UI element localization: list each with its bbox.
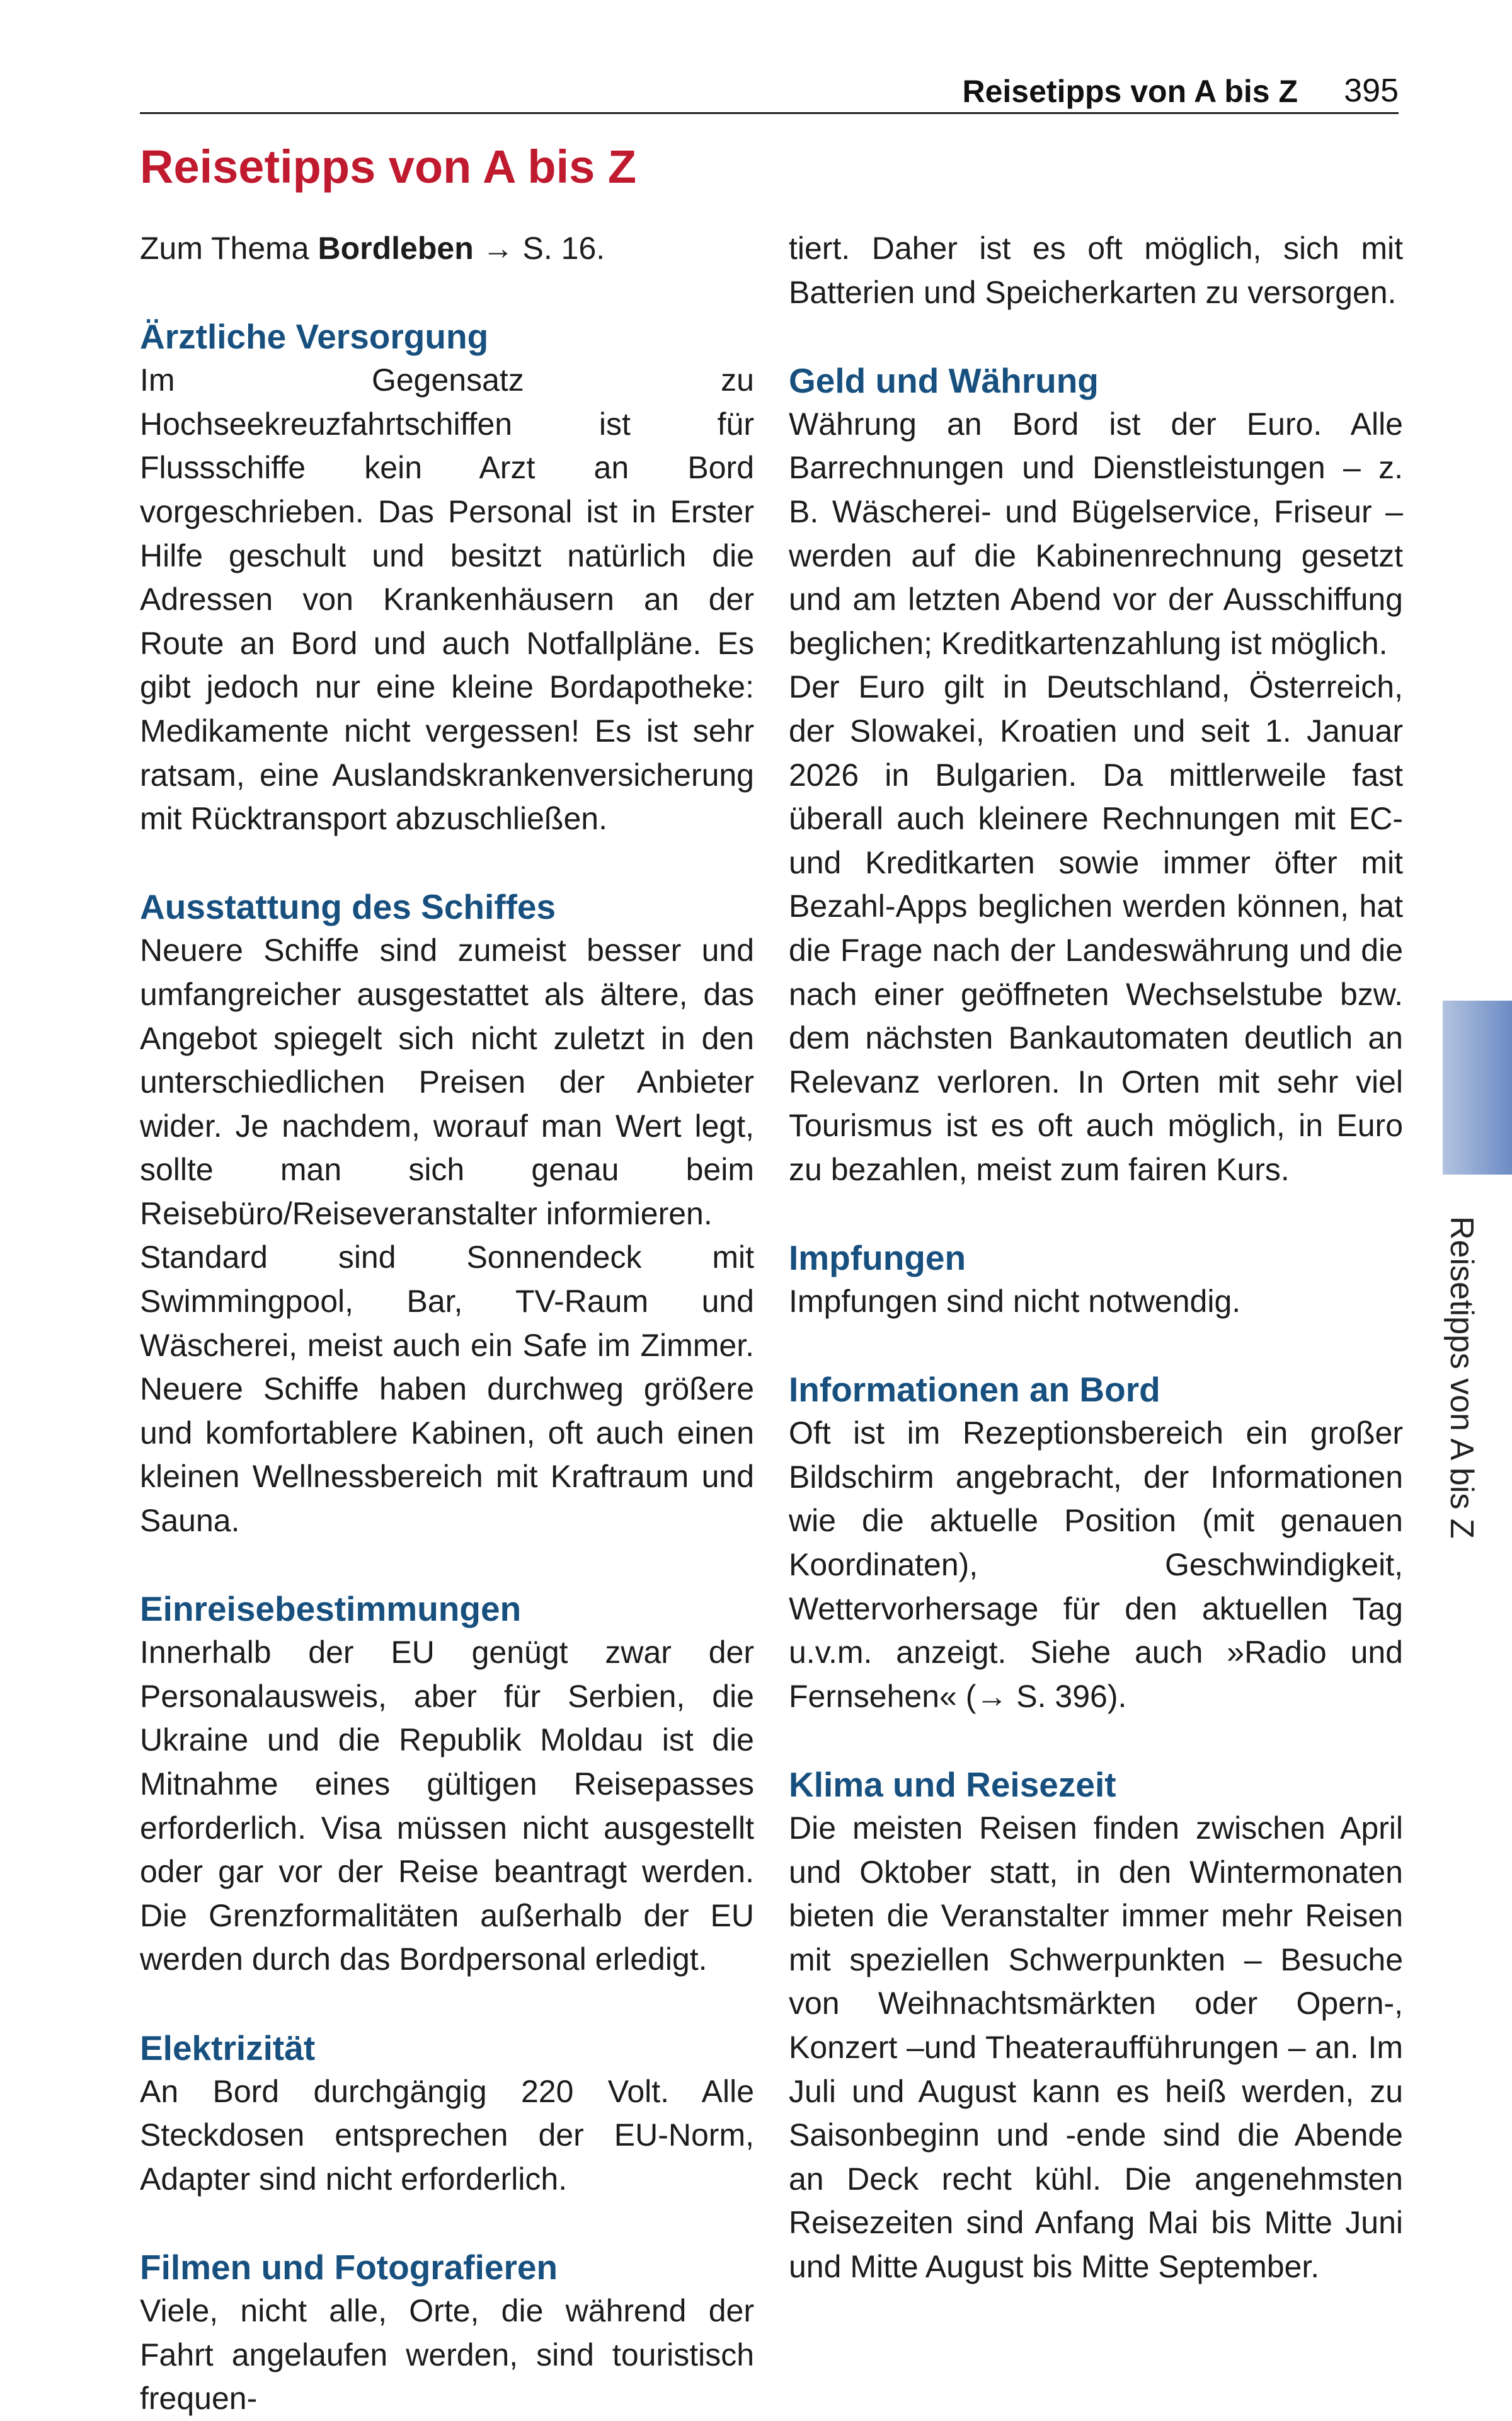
page-number: 395 [1344,72,1399,109]
section-heading: Informationen an Bord [789,1370,1160,1410]
left-column [140,227,754,2421]
right-column [789,227,1403,2289]
section-text: Oft ist im Rezeptionsbereich ein großer Bildschirm angebracht, der Informationen wie die aktuelle Position (mit genauen Koordinaten), Geschwindigkeit, Wettervorhersage für den aktuellen Tag u.v.m. anzeigt. Siehe auch »Radio und Fernsehen« (→ S. 396). [789,1415,1403,1714]
section-text-continued: tiert. Daher ist es oft möglich, sich mit Batterien und Speicherkarten zu versorgen. [789,231,1403,310]
section-heading: Ausstattung des Schiffes [140,887,556,927]
section-text: Die meisten Reisen finden zwischen April und Oktober statt, in den Wintermonaten bieten die Veranstalter immer mehr Reisen mit speziellen Schwerpunkten – Besuche von Weihnachtsmärkten oder Opern-, Konzert –und Theateraufführungen – an. Im Juli und August kann es heiß werden, zu Saisonbeginn und -ende sind die Abende an Deck recht kühl. Die angenehmsten Reisezeiten sind Anfang Mai bis Mitte Juni und Mitte August bis Mitte September. [789,1810,1403,2284]
section-heading: Impfungen [789,1238,966,1278]
section-heading: Ärztliche Versorgung [140,317,489,357]
section-text: Der Euro gilt in Deutschland, Österreich, der Slowakei, Kroatien und seit 1. Januar 2026 in Bulgarien. Da mittlerweile fast überall auch kleinere Rechnungen mit EC- und Kreditkarten sowie immer öfter mit Bezahl-Apps beglichen werden können, hat die Frage nach der Landeswährung und die nach einer geöffneten Wechselstube bzw. dem nächsten Bankautomaten deutlich an Relevanz verloren. In Orten mit sehr viel Tourismus ist es oft auch möglich, in Euro zu bezahlen, meist zum fairen Kurs. [789,669,1403,1187]
section-heading: Einreisebestimmungen [140,1589,522,1629]
section-text: Währung an Bord ist der Euro. Alle Barrechnungen und Dienstleistungen – z. B. Wäscherei- und Bügelservice, Friseur – werden auf die Kabinenrechnung gesetzt und am letzten Abend vor der Ausschiffung beglichen; Kreditkartenzahlung ist möglich. [789,406,1403,661]
section-heading: Filmen und Fotografieren [140,2247,558,2287]
section-text: Impfungen sind nicht notwendig. [789,1284,1241,1320]
intro-reference: → S. 16. [473,231,605,266]
section-heading: Geld und Währung [789,360,1099,400]
section-heading: Elektrizität [140,2028,316,2067]
section-heading: Klima und Reisezeit [789,1765,1116,1804]
running-title: Reisetipps von A bis Z [962,74,1298,109]
section-text: Im Gegensatz zu Hochseekreuzfahrtschiffen ist für Flussschiffe kein Arzt an Bord vorgeschrieben. Das Personal ist in Erster Hilfe geschult und besitzt natürlich die Adressen von Krankenhäusern an der Route an Bord und auch Notfallpläne. Es gibt jedoch nur eine kleine Bordapotheke: Medikamente nicht vergessen! Es ist sehr ratsam, eine Auslandskrankenversicherung mit Rücktransport abzuschließen. [140,362,754,837]
side-tab-label-container [1443,1216,1512,1594]
section-text: An Bord durchgängig 220 Volt. Alle Steckdosen entsprechen der EU-Norm, Adapter sind nicht erforderlich. [140,2073,754,2197]
section-text: Innerhalb der EU genügt zwar der Personalausweis, aber für Serbien, die Ukraine und die Republik Moldau ist die Mitnahme eines gültigen Reisepasses erforderlich. Visa müssen nicht ausgestellt oder gar vor der Reise beantragt werden. Die Grenzformalitäten außerhalb der EU werden durch das Bordpersonal erledigt. [140,1635,754,1977]
section-text: Viele, nicht alle, Orte, die während der Fahrt angelaufen werden, sind touristisch frequen- [140,2292,754,2417]
intro-prefix: Zum Thema [140,231,318,266]
chapter-title: Reisetipps von A bis Z [140,141,637,193]
section-text: Neuere Schiffe sind zumeist besser und umfangreicher ausgestattet als ältere, das Angebot spiegelt sich nicht zuletzt in den unterschiedlichen Preisen der Anbieter wider. Je nachdem, worauf man Wert legt, sollte man sich genau beim Reisebüro/Reiseveranstalter informieren. [140,933,754,1231]
side-tab-label: Reisetipps von A bis Z [1443,1216,1480,1539]
section-text: Standard sind Sonnendeck mit Swimmingpool, Bar, TV-Raum und Wäscherei, meist auch ein Safe im Zimmer. Neuere Schiffe haben durchweg größere und komfortablere Kabinen, oft auch einen kleinen Wellnessbereich mit Kraftraum und Sauna. [140,1239,754,1539]
intro-line [140,227,754,271]
intro-bold-term: Bordleben [318,231,474,266]
side-thumb-tab [1443,1001,1512,1175]
running-head [140,68,1399,114]
